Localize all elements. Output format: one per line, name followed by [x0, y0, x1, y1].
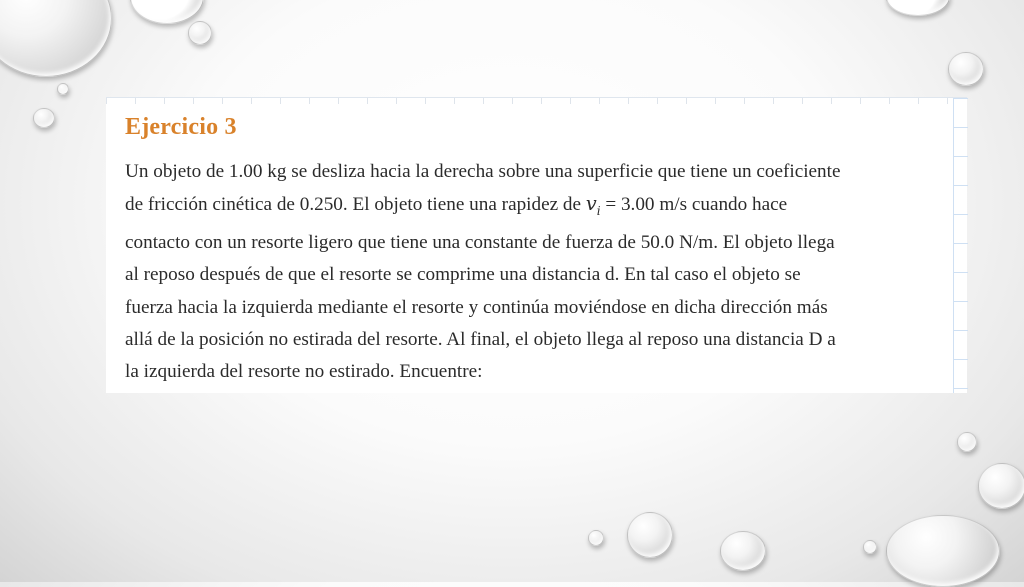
ruler-decoration	[106, 98, 967, 104]
exercise-line: fuerza hacia la izquierda mediante el resorte y continúa moviéndose en dicha dirección más	[125, 296, 828, 318]
water-drop-decoration	[130, 0, 204, 24]
exercise-line	[125, 188, 935, 227]
water-drop-decoration	[57, 83, 69, 95]
water-drop-decoration	[720, 531, 766, 571]
exercise-line: Un objeto de 1.00 kg se desliza hacia la derecha sobre una superficie que tiene un coeficiente	[125, 161, 841, 182]
ruler-decoration	[953, 98, 968, 393]
water-drop-decoration	[978, 463, 1024, 509]
water-drop-decoration	[957, 432, 977, 452]
water-drop-decoration	[886, 0, 950, 16]
exercise-line-part: de fricción cinética de 0.250. El objeto tiene una rapidez de	[125, 194, 586, 216]
velocity-symbol: $v_i$	[585, 192, 601, 219]
exercise-line: la izquierda del resorte no estirado. Encuentre:	[125, 361, 483, 383]
water-drop-decoration	[863, 540, 877, 554]
water-drop-decoration	[188, 21, 212, 45]
exercise-line: allá de la posición no estirada del resorte. Al final, el objeto llega al reposo una distancia D a	[125, 328, 836, 350]
water-drop-decoration	[33, 108, 55, 128]
exercise-line: contacto con un resorte ligero que tiene una constante de fuerza de 50.0 N/m. El objeto llega	[125, 232, 835, 254]
exercise-line-part: = 3.00 m/s cuando hace	[600, 194, 788, 216]
exercise-title: Ejercicio 3	[125, 114, 237, 140]
exercise-card	[106, 97, 967, 393]
exercise-line: al reposo después de que el resorte se comprime una distancia d. En tal caso el objeto se	[125, 264, 801, 286]
water-drop-decoration	[886, 515, 1000, 587]
water-drop-decoration	[588, 530, 604, 546]
water-drop-decoration	[948, 52, 984, 86]
exercise-text	[125, 156, 935, 388]
water-drop-decoration	[627, 512, 673, 558]
water-drop-decoration	[0, 0, 112, 77]
